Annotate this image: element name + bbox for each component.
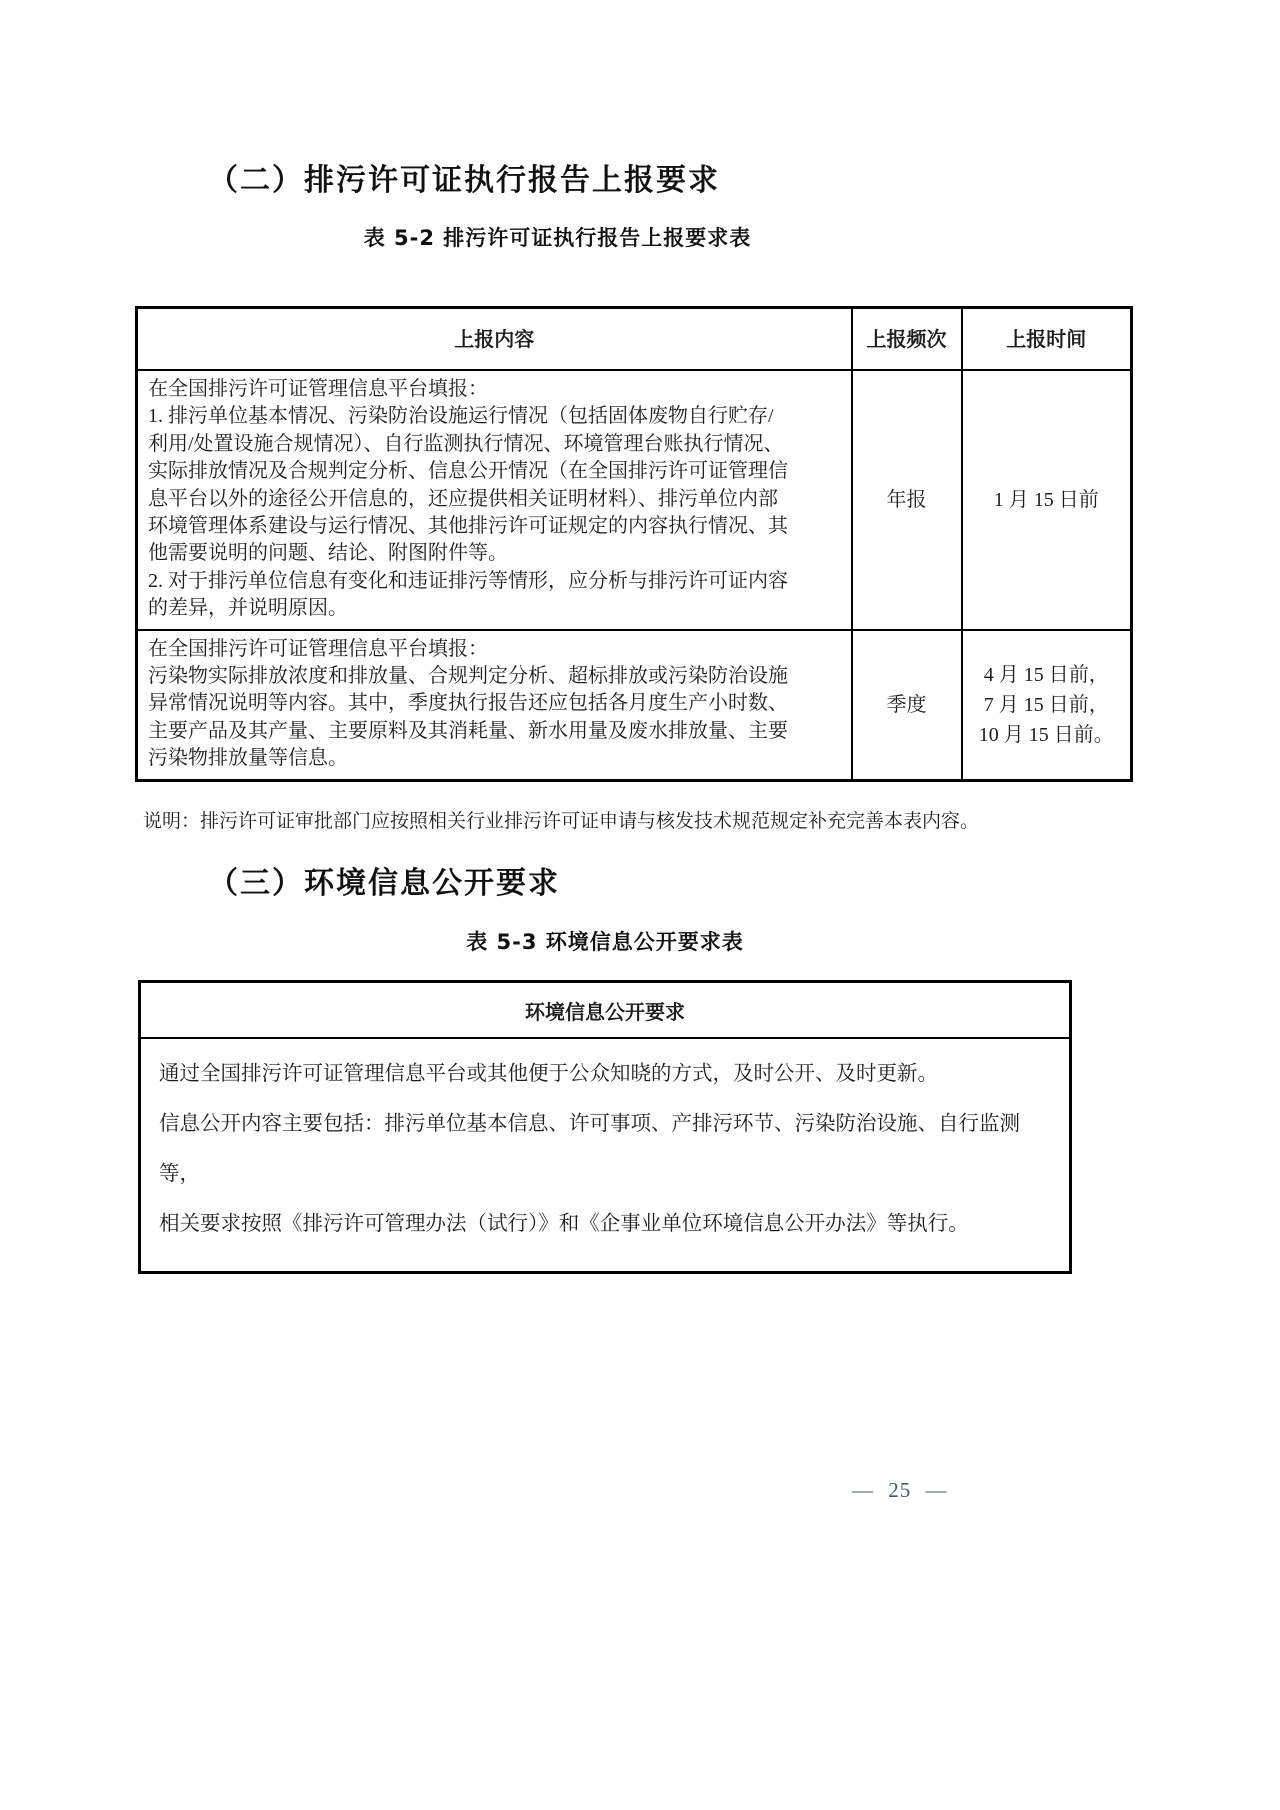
text-line: 污染物排放量等信息。 (148, 747, 348, 770)
text-line: 相关要求按照《排污许可管理办法（试行）》和《企事业单位环境信息公开办法》等执行。 (159, 1213, 969, 1235)
text-line: 环境管理体系建设与运行情况、其他排污许可证规定的内容执行情况、其 (148, 515, 788, 538)
text-line: 信息公开内容主要包括：排污单位基本信息、许可事项、产排污环节、污染防治设施、自行监测等， (159, 1113, 1020, 1185)
page-number: — 25 — (852, 1478, 948, 1502)
col-header-report-frequency: 上报频次 (852, 308, 962, 371)
table-5-2-note: 说明：排污许可证审批部门应按照相关行业排污许可证申请与核发技术规范规定补充完善本表内容。 (143, 811, 980, 832)
text-line: 他需要说明的问题、结论、附图附件等。 (148, 542, 508, 565)
table-5-3-header-row (140, 982, 1071, 1039)
text-line: 在全国排污许可证管理信息平台填报： (148, 378, 488, 400)
text-line: 主要产品及其产量、主要原料及其消耗量、新水用量及废水排放量、主要 (148, 719, 788, 742)
text-line: 息平台以外的途径公开信息的，还应提供相关证明材料）、排污单位内部 (148, 487, 778, 510)
text-line: 4 月 15 日前， (983, 663, 1109, 686)
col-header-report-time: 上报时间 (962, 308, 1132, 371)
section-3-heading: （三）环境信息公开要求 (208, 866, 560, 901)
table-row-quarterly (137, 630, 1132, 781)
table-5-2-caption: 表 5-2 排污许可证执行报告上报要求表 (363, 226, 752, 250)
text-line: 2. 对于排污单位信息有变化和违证排污等情形，应分析与排污许可证内容 (148, 569, 788, 592)
text-line: 1. 排污单位基本情况、污染防治设施运行情况（包括固体废物自行贮存/ (148, 405, 774, 428)
table-5-2 (135, 306, 1133, 782)
table-row-annual (137, 370, 1132, 630)
text-line: 污染物实际排放浓度和排放量、合规判定分析、超标排放或污染防治设施 (148, 665, 788, 688)
text-line: 7 月 15 日前， (983, 693, 1109, 716)
section-2-heading: （二）排污许可证执行报告上报要求 (208, 163, 720, 198)
text-line: 的差异，并说明原因。 (148, 597, 348, 620)
annual-time-cell (962, 370, 1132, 630)
col-header-disclosure-requirement: 环境信息公开要求 (140, 982, 1071, 1039)
text-line: 通过全国排污许可证管理信息平台或其他便于公众知晓的方式，及时公开、及时更新。 (159, 1063, 938, 1085)
table-5-3-caption: 表 5-3 环境信息公开要求表 (466, 930, 744, 954)
quarterly-report-content-cell (137, 630, 852, 781)
text-line: 1 月 15 日前 (993, 488, 1099, 511)
table-5-3-body-row (140, 1038, 1071, 1273)
table-5-3 (138, 980, 1072, 1274)
quarterly-time-cell (962, 630, 1132, 781)
table-5-2-header-row (137, 308, 1132, 371)
text-line: 实际排放情况及合规判定分析、信息公开情况（在全国排污许可证管理信 (148, 460, 788, 483)
text-line: 10 月 15 日前。 (978, 723, 1114, 746)
col-header-report-content: 上报内容 (137, 308, 852, 371)
annual-report-content-cell (137, 370, 852, 630)
annual-frequency-cell: 年报 (852, 370, 962, 630)
quarterly-frequency-cell: 季度 (852, 630, 962, 781)
text-line: 利用/处置设施合规情况）、自行监测执行情况、环境管理台账执行情况、 (148, 432, 784, 455)
disclosure-requirement-cell (140, 1038, 1071, 1273)
text-line: 异常情况说明等内容。其中，季度执行报告还应包括各月度生产小时数、 (148, 692, 788, 715)
text-line: 在全国排污许可证管理信息平台填报： (148, 637, 488, 660)
